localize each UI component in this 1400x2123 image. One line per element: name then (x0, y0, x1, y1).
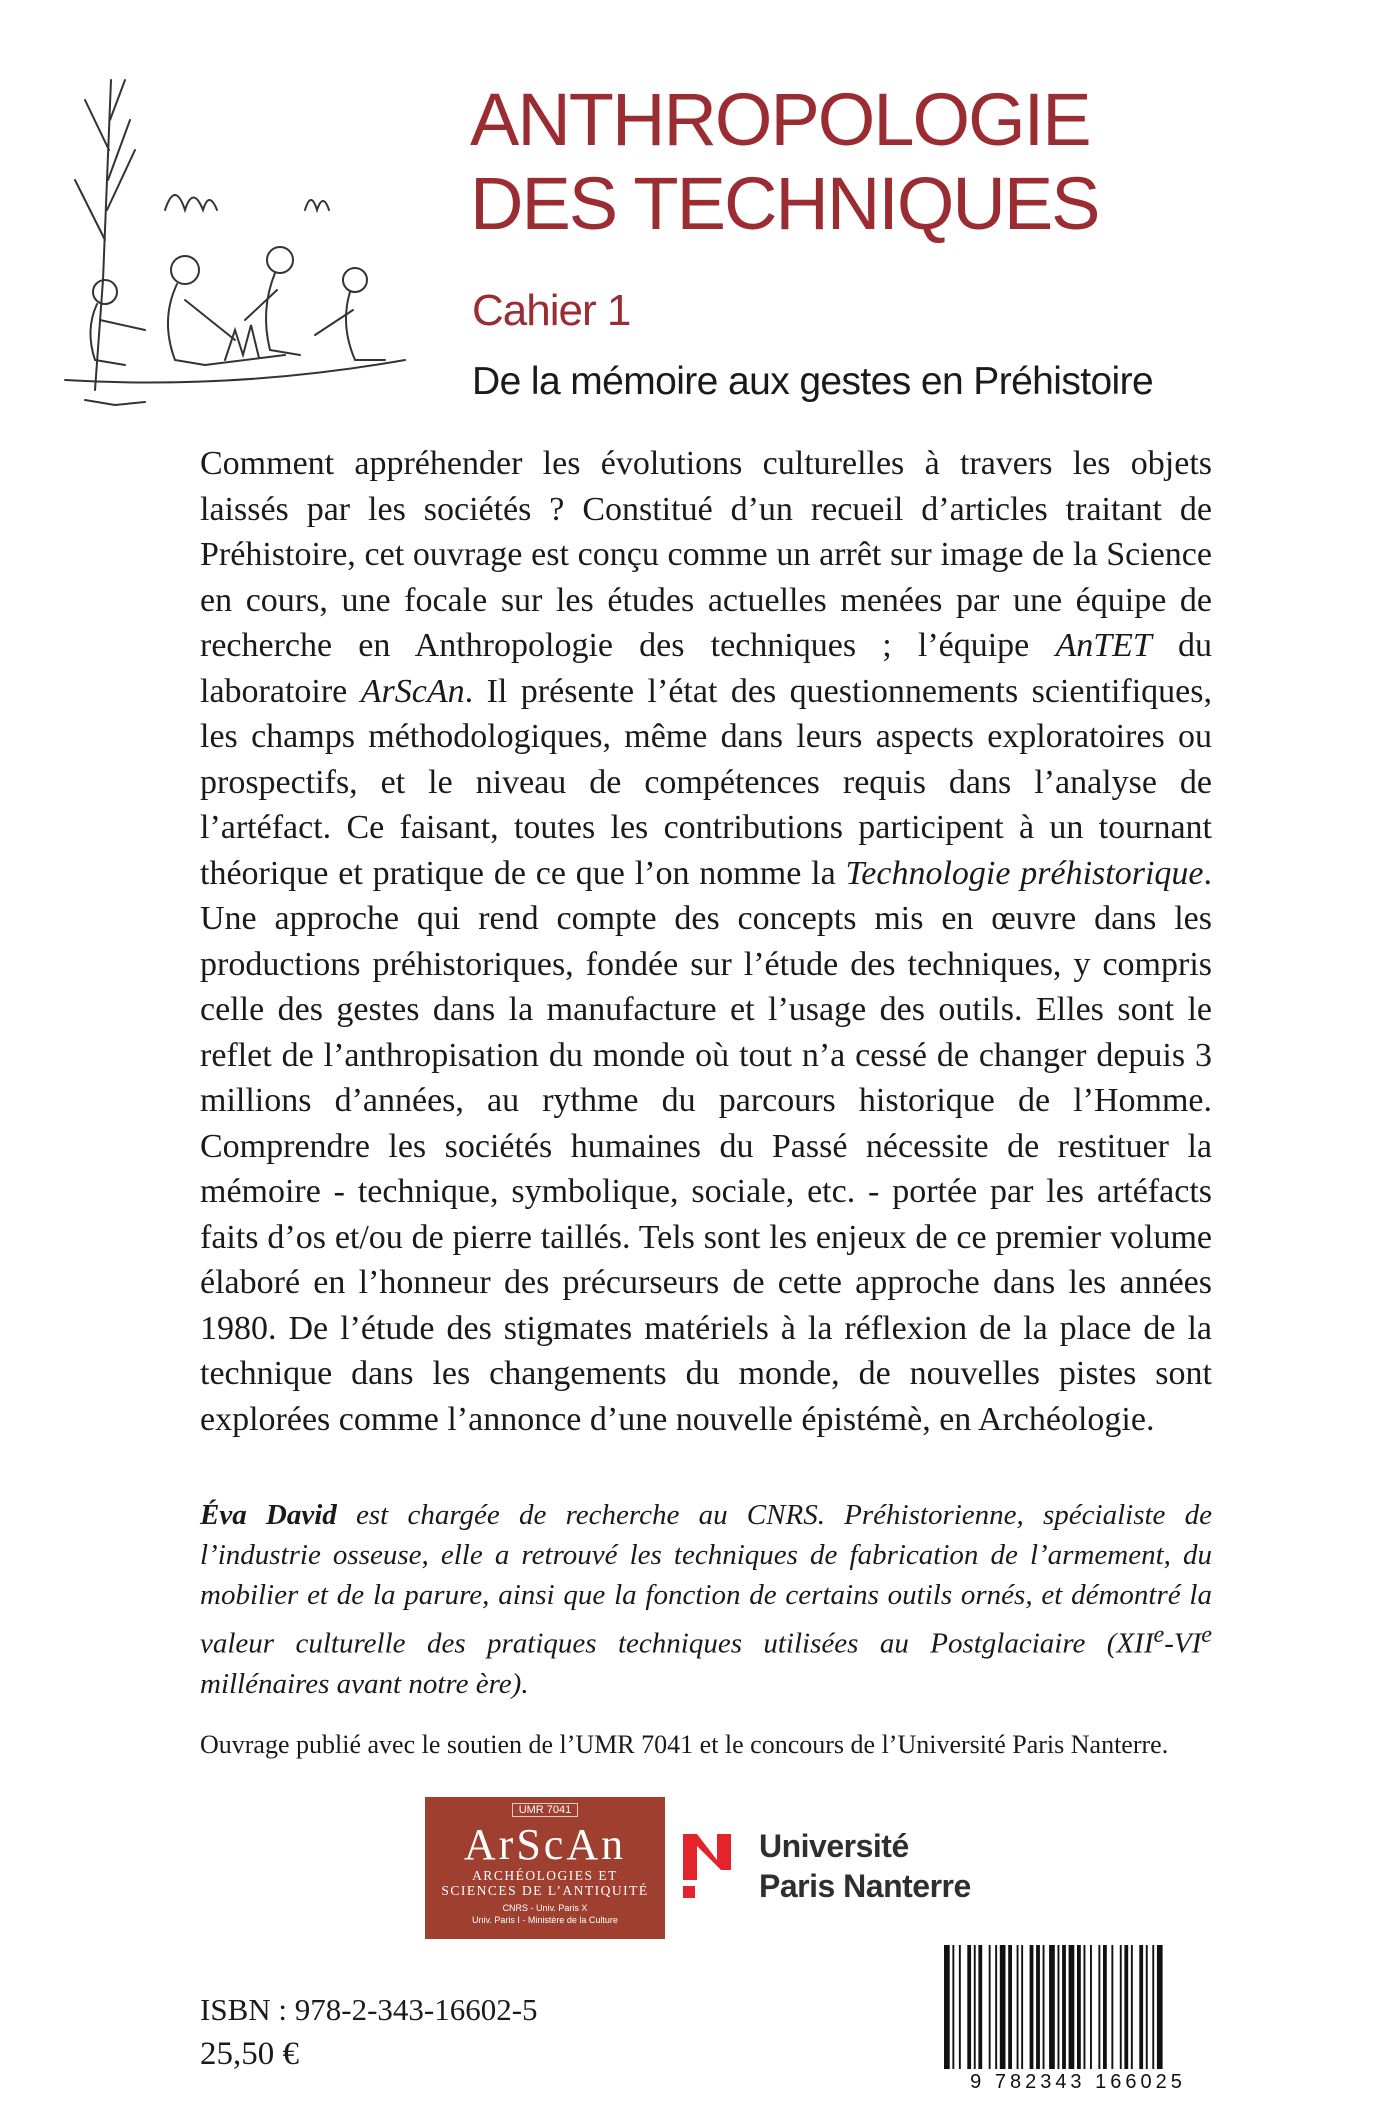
bio-text: est chargée de recherche au CNRS. Préhistorienne, spécialiste de l’industrie osseuse, elle a retrouvé les techniques de fabrication de l’armement, du mobilier et de la parure, ainsi que la fonction de certains outils ornés, et démontré la valeur culturelle des pratiques techniques utilisées au Postglaciaire (XII (200, 1499, 1212, 1660)
nanterre-logo (683, 1828, 1023, 1908)
book-title (470, 78, 1370, 246)
arscan-logo (425, 1797, 665, 1939)
summary-part-3: . Il présente l’état des questionnements scientifiques, les champs méthodologiques, même dans leurs aspects exploratoires ou prospectifs, et le niveau de compétences requis dans l’analyse de l’artéfact. Ce faisant, toutes les contributions participent à un tournant théorique et pratique de ce que l’on nomme la (200, 672, 1212, 892)
isbn: ISBN : 978-2-343-16602-5 (200, 1992, 538, 2027)
bio-mid: -VI (1164, 1627, 1202, 1660)
nanterre-line-1: Université (759, 1828, 909, 1864)
bio-sup-1: e (1153, 1621, 1165, 1648)
summary-part-1: Comment appréhender les évolutions culturelles à travers les objets laissés par les sociétés ? Constitué d’un recueil d’articles traitant de Préhistoire, cet ouvrage est conçu comme un arrêt sur image de la Science en cours, une focale sur les études actuelles menées par une équipe de recherche en Anthropologie des techniques ; l’équipe (200, 445, 1212, 664)
arscan-umr: UMR 7041 (512, 1803, 579, 1817)
lab-name: ArScAn (360, 672, 465, 710)
book-subtitle: De la mémoire aux gestes en Préhistoire (472, 360, 1154, 403)
title-line-1: ANTHROPOLOGIE (470, 78, 1090, 161)
nanterre-n-icon (683, 1834, 731, 1898)
title-line-2: DES TECHNIQUES (470, 162, 1099, 245)
arscan-line-4: Univ. Paris I - Ministère de la Culture (472, 1915, 618, 1925)
term-technologie: Technologie préhistorique (845, 854, 1204, 892)
bio-sup-2: e (1201, 1621, 1212, 1648)
summary-part-4: . Une approche qui rend compte des concepts mis en œuvre dans les productions préhistoriques, fondée sur l’étude des techniques, y compris celle des gestes dans la manufacture et l’usage des outils. Elles sont le reflet de l’anthropisation du monde où tout n’a cessé de changer depuis 3 millions d’années, au rythme du parcours historique de l’Homme. Comprendre les sociétés humaines du Passé nécessite de restituer la mémoire - technique, symbolique, sociale, etc. - portée par les artéfacts faits d’os et/ou de pierre taillés. Tels sont les enjeux de ce premier volume élaboré en l’honneur des précurseurs de cette approche dans les années 1980. De l’étude des stigmates matériels à la réflexion de la place de la technique dans les changements du monde, de nouvelles pistes sont explorées comme l’annonce d’une nouvelle épistémè, en Archéologie. (200, 854, 1213, 1438)
arscan-line-2: SCIENCES DE L’ANTIQUITÉ (441, 1883, 649, 1898)
book-summary (200, 441, 1212, 1442)
prehistoric-fire-scene-sketch-icon (55, 60, 435, 440)
price: 25,50 € (200, 2036, 299, 2072)
author-bio (200, 1495, 1212, 1704)
bio-end: millénaires avant notre ère). (200, 1667, 529, 1700)
volume-label: Cahier 1 (472, 286, 631, 335)
arscan-line-1: ARCHÉOLOGIES ET (472, 1868, 618, 1883)
team-name: AnTET (1055, 627, 1152, 664)
barcode-number: 9 782343 166025 (942, 2070, 1214, 2094)
summary-part-2: du laboratoire (200, 627, 1212, 710)
nanterre-line-2: Paris Nanterre (759, 1868, 971, 1904)
support-note: Ouvrage publié avec le soutien de l’UMR 7041 et le concours de l’Université Paris Nanterre. (200, 1730, 1169, 1759)
arscan-name: ArScAn (463, 1820, 627, 1869)
arscan-line-3: CNRS - Univ. Paris X (502, 1903, 588, 1913)
author-name: Éva David (200, 1499, 337, 1531)
